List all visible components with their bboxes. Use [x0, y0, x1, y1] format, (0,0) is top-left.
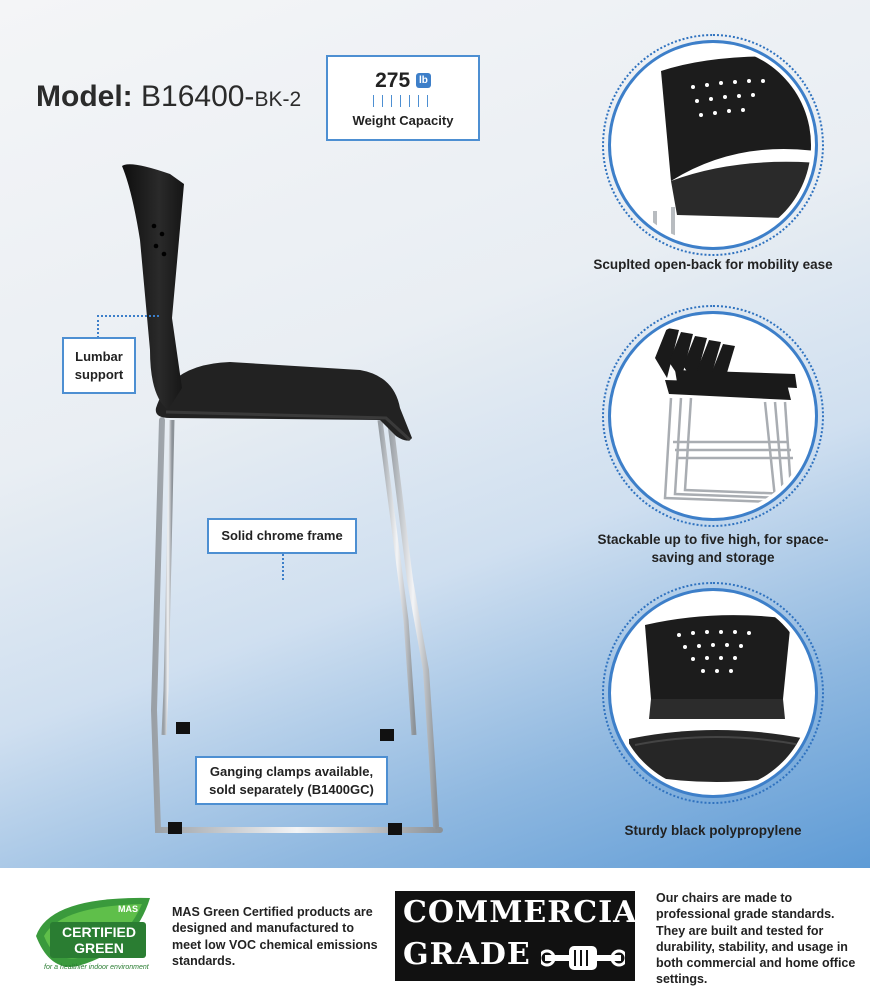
weight-capacity-badge [326, 55, 480, 141]
model-title [36, 80, 301, 114]
model-label: Model: [36, 80, 133, 113]
mas-badge-top: MAS [118, 904, 138, 914]
chair-image [110, 150, 460, 850]
mas-certified-green-logo [30, 890, 160, 982]
ganging-clamps-label: Ganging clamps available, sold separately (B1400GC) [209, 763, 374, 797]
model-number: B16400- [141, 80, 255, 113]
feature-image-polypropylene [611, 591, 815, 795]
feature-caption-2: Stackable up to five high, for space-saving and storage [597, 532, 829, 566]
weight-icon [416, 73, 431, 88]
capacity-value: 275 [375, 69, 411, 92]
feature-image-stackable [611, 314, 815, 518]
capacity-value-row [328, 69, 478, 93]
fist-wrench-icon [541, 941, 625, 975]
capacity-label: Weight Capacity [352, 113, 454, 128]
chrome-frame-label: Solid chrome frame [221, 528, 343, 544]
weight-lines-icon [373, 95, 433, 107]
mas-badge-line2: GREEN [74, 940, 124, 956]
footer [0, 868, 870, 1000]
lumbar-leader-h [97, 315, 159, 317]
lumbar-leader-v [97, 315, 99, 338]
commercial-grade-line1: COMMERCIAL [403, 895, 660, 930]
feature-image-open-back [611, 43, 815, 247]
ganging-clamps-callout [195, 756, 388, 805]
mas-description: MAS Green Certified products are designed and manufactured to meet low VOC chemical emissions standards. [172, 905, 378, 968]
stacked-chairs-image [615, 318, 815, 518]
chrome-leader [282, 554, 284, 580]
capacity-unit: lb [419, 75, 428, 86]
commercial-grade-description: Our chairs are made to professional grade standards. They are built and tested for durability, stability, and usage in both commercial and home office settings. [656, 891, 856, 987]
mas-badge-line1: CERTIFIED [62, 924, 136, 940]
open-back-image [615, 47, 815, 247]
feature-caption-1: Scuplted open-back for mobility ease [593, 257, 833, 272]
lumbar-label: Lumbar support [74, 348, 124, 382]
polypropylene-seat-image [615, 595, 815, 795]
mas-badge-tagline: for a healthier indoor environment [44, 964, 149, 971]
model-suffix: BK-2 [254, 88, 302, 111]
chrome-frame-callout [207, 518, 357, 554]
commercial-grade-line2: GRADE [403, 937, 531, 972]
commercial-grade-logo [395, 891, 660, 981]
feature-caption-3: Sturdy black polypropylene [624, 823, 802, 838]
lumbar-callout [62, 337, 136, 394]
